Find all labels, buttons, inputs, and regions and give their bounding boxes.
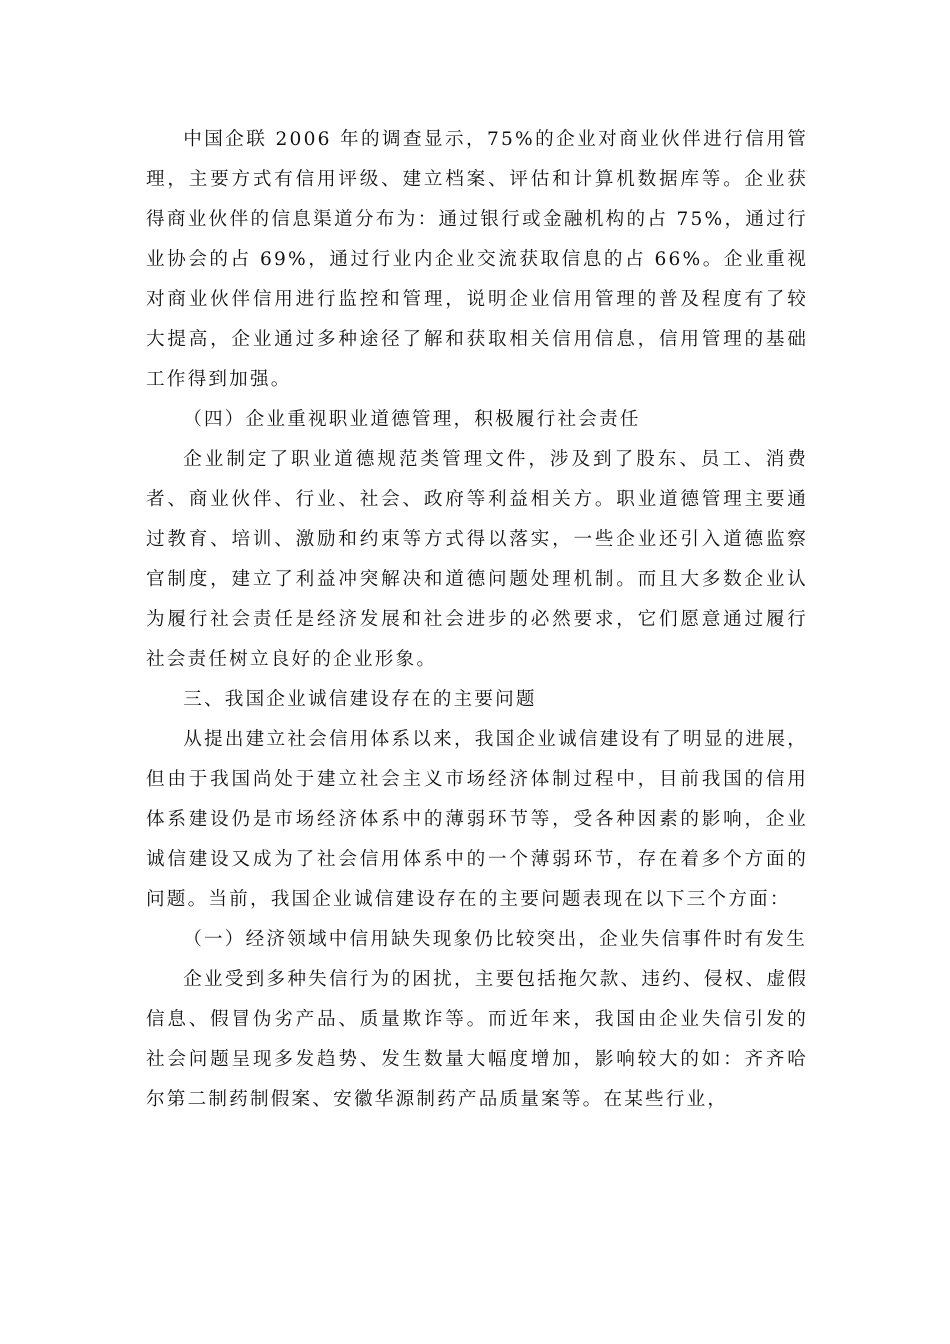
- paragraph-problems-intro: 从提出建立社会信用体系以来，我国企业诚信建设有了明显的进展，但由于我国尚处于建立社会主义市场经济体制过程中，目前我国的信用体系建设仍是市场经济体系中的薄弱环节等，受各种因素的影响，企业诚信建设又成为了社会信用体系中的一个薄弱环节，存在着多个方面的问题。当前，我国企业诚信建设存在的主要问题表现在以下三个方面：: [146, 729, 808, 910]
- subheading-ethics: （四）企业重视职业道德管理，积极履行社会责任: [183, 409, 641, 430]
- section-heading-problems: 三、我国企业诚信建设存在的主要问题: [183, 689, 537, 710]
- paragraph-survey: 中国企联 2006 年的调查显示，75%的企业对商业伙伴进行信用管理，主要方式有信用评级、建立档案、评估和计算机数据库等。企业获得商业伙伴的信息渠道分布为：通过银行或金融机构的占 75%，通过行业协会的占 69%，通过行业内企业交流获取信息的占 66%。企业重视对商业伙伴信用进行监控和管理，说明企业信用管理的普及程度有了较大提高，企业通过多种途径了解和获取相关信用信息，信用管理的基础工作得到加强。: [146, 129, 808, 390]
- subheading-credit-deficiency: （一）经济领域中信用缺失现象仍比较突出，企业失信事件时有发生: [183, 929, 808, 950]
- document-body: [146, 120, 808, 1120]
- paragraph-ethics: 企业制定了职业道德规范类管理文件，涉及到了股东、员工、消费者、商业伙伴、行业、社会、政府等利益相关方。职业道德管理主要通过教育、培训、激励和约束等方式得以落实，一些企业还引入道德监察官制度，建立了利益冲突解决和道德问题处理机制。而且大多数企业认为履行社会责任是经济发展和社会进步的必然要求，它们愿意通过履行社会责任树立良好的企业形象。: [146, 449, 808, 670]
- paragraph-credit-deficiency: 企业受到多种失信行为的困扰，主要包括拖欠款、违约、侵权、虚假信息、假冒伪劣产品、质量欺诈等。而近年来，我国由企业失信引发的社会问题呈现多发趋势、发生数量大幅度增加，影响较大的如：齐齐哈尔第二制药制假案、安徽华源制药产品质量案等。在某些行业，: [146, 969, 808, 1110]
